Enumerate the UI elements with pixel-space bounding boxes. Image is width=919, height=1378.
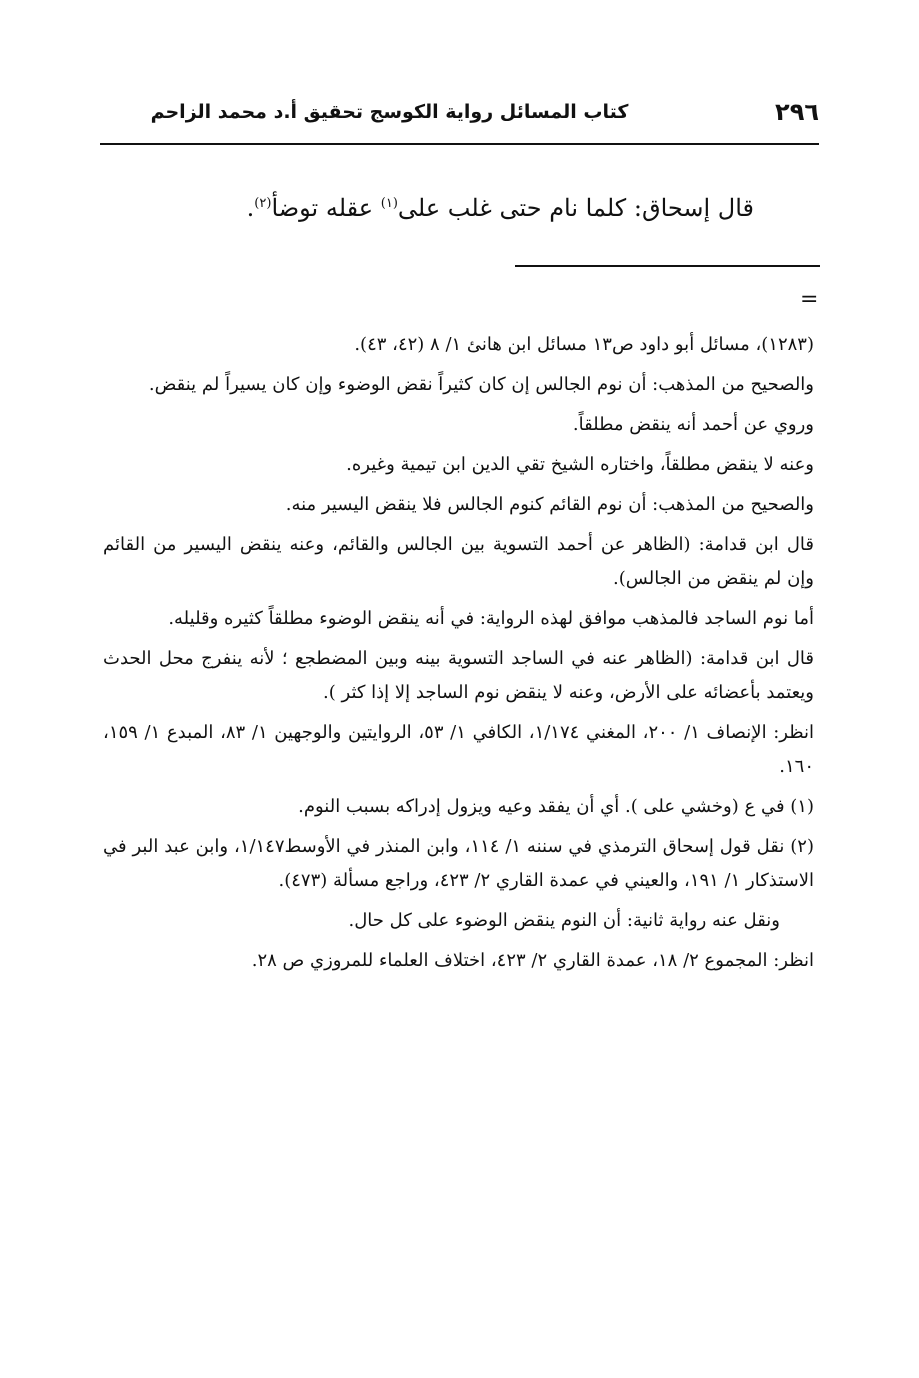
main-text-part1: قال إسحاق: كلما نام حتى غلب على [397, 194, 754, 222]
page-header [100, 96, 819, 136]
page-number: ٢٩٦ [775, 98, 819, 126]
continuation-note: والصحيح من المذهب: أن نوم القائم كنوم الجالس فلا ينقض اليسير منه. [285, 494, 814, 515]
notes-block [103, 328, 814, 984]
main-text [150, 182, 754, 230]
footnote-ref-1: (١) [380, 196, 398, 211]
continuation-note: أما نوم الساجد فالمذهب موافق لهذه الرواية: في أنه ينقض الوضوء مطلقاً كثيره وقليله. [168, 608, 814, 629]
continuation-note: والصحيح من المذهب: أن نوم الجالس إن كان كثيراً نقض الوضوء وإن كان يسيراً لم ينقض. [148, 374, 814, 395]
footnote-2: (٢) نقل قول إسحاق الترمذي في سننه ١/ ١١٤، وابن المنذر في الأوسط١/١٤٧، وابن عبد البر في الاستذكار ١/ ١٩١، والعيني في عمدة القاري ٢/ ٤٢٣، وراجع مسألة (٤٧٣). [103, 836, 814, 891]
footnote-1: (١) في ع (وخشي على ). أي أن يفقد وعيه ويزول إدراكه بسبب النوم. [298, 796, 814, 817]
footnote-ref-2: (٢) [254, 196, 272, 211]
continuation-note: قال ابن قدامة: (الظاهر عنه في الساجد التسوية بينه وبين المضطجع ؛ لأنه ينفرج محل الحدث ويعتمد بأعضائه على الأرض، وعنه لا ينقض نوم الساجد إلا إذا كثر ). [103, 648, 814, 703]
main-text-end: . [246, 194, 255, 222]
running-title: كتاب المسائل رواية الكوسج تحقيق أ.د محمد الزاحم [150, 101, 629, 123]
continuation-mark: = [800, 287, 819, 312]
continuation-note: وعنه لا ينقض مطلقاً، واختاره الشيخ تقي الدين ابن تيمية وغيره. [346, 454, 814, 475]
continuation-note: (١٢٨٣)، مسائل أبو داود ص١٣ مسائل ابن هانئ ١/ ٨ (٤٢، ٤٣). [354, 334, 814, 355]
footnote-2-continuation: ونقل عنه رواية ثانية: أن النوم ينقض الوضوء على كل حال. [348, 910, 780, 931]
main-text-part2: عقله توضأ [271, 194, 381, 222]
footnote-2-reference: انظر: المجموع ٢/ ١٨، عمدة القاري ٢/ ٤٢٣، اختلاف العلماء للمروزي ص ٢٨. [251, 950, 814, 971]
header-rule [100, 143, 819, 145]
continuation-note: قال ابن قدامة: (الظاهر عن أحمد التسوية بين الجالس والقائم، وعنه ينقض اليسير من القائم وإن لم ينقض من الجالس). [103, 534, 814, 589]
footnote-separator [515, 265, 820, 267]
continuation-note: وروي عن أحمد أنه ينقض مطلقاً. [572, 414, 814, 435]
continuation-note: انظر: الإنصاف ١/ ٢٠٠، المغني ١/١٧٤، الكافي ١/ ٥٣، الروايتين والوجهين ١/ ٨٣، المبدع ١/ ١٥٩، ١٦٠. [103, 722, 814, 777]
